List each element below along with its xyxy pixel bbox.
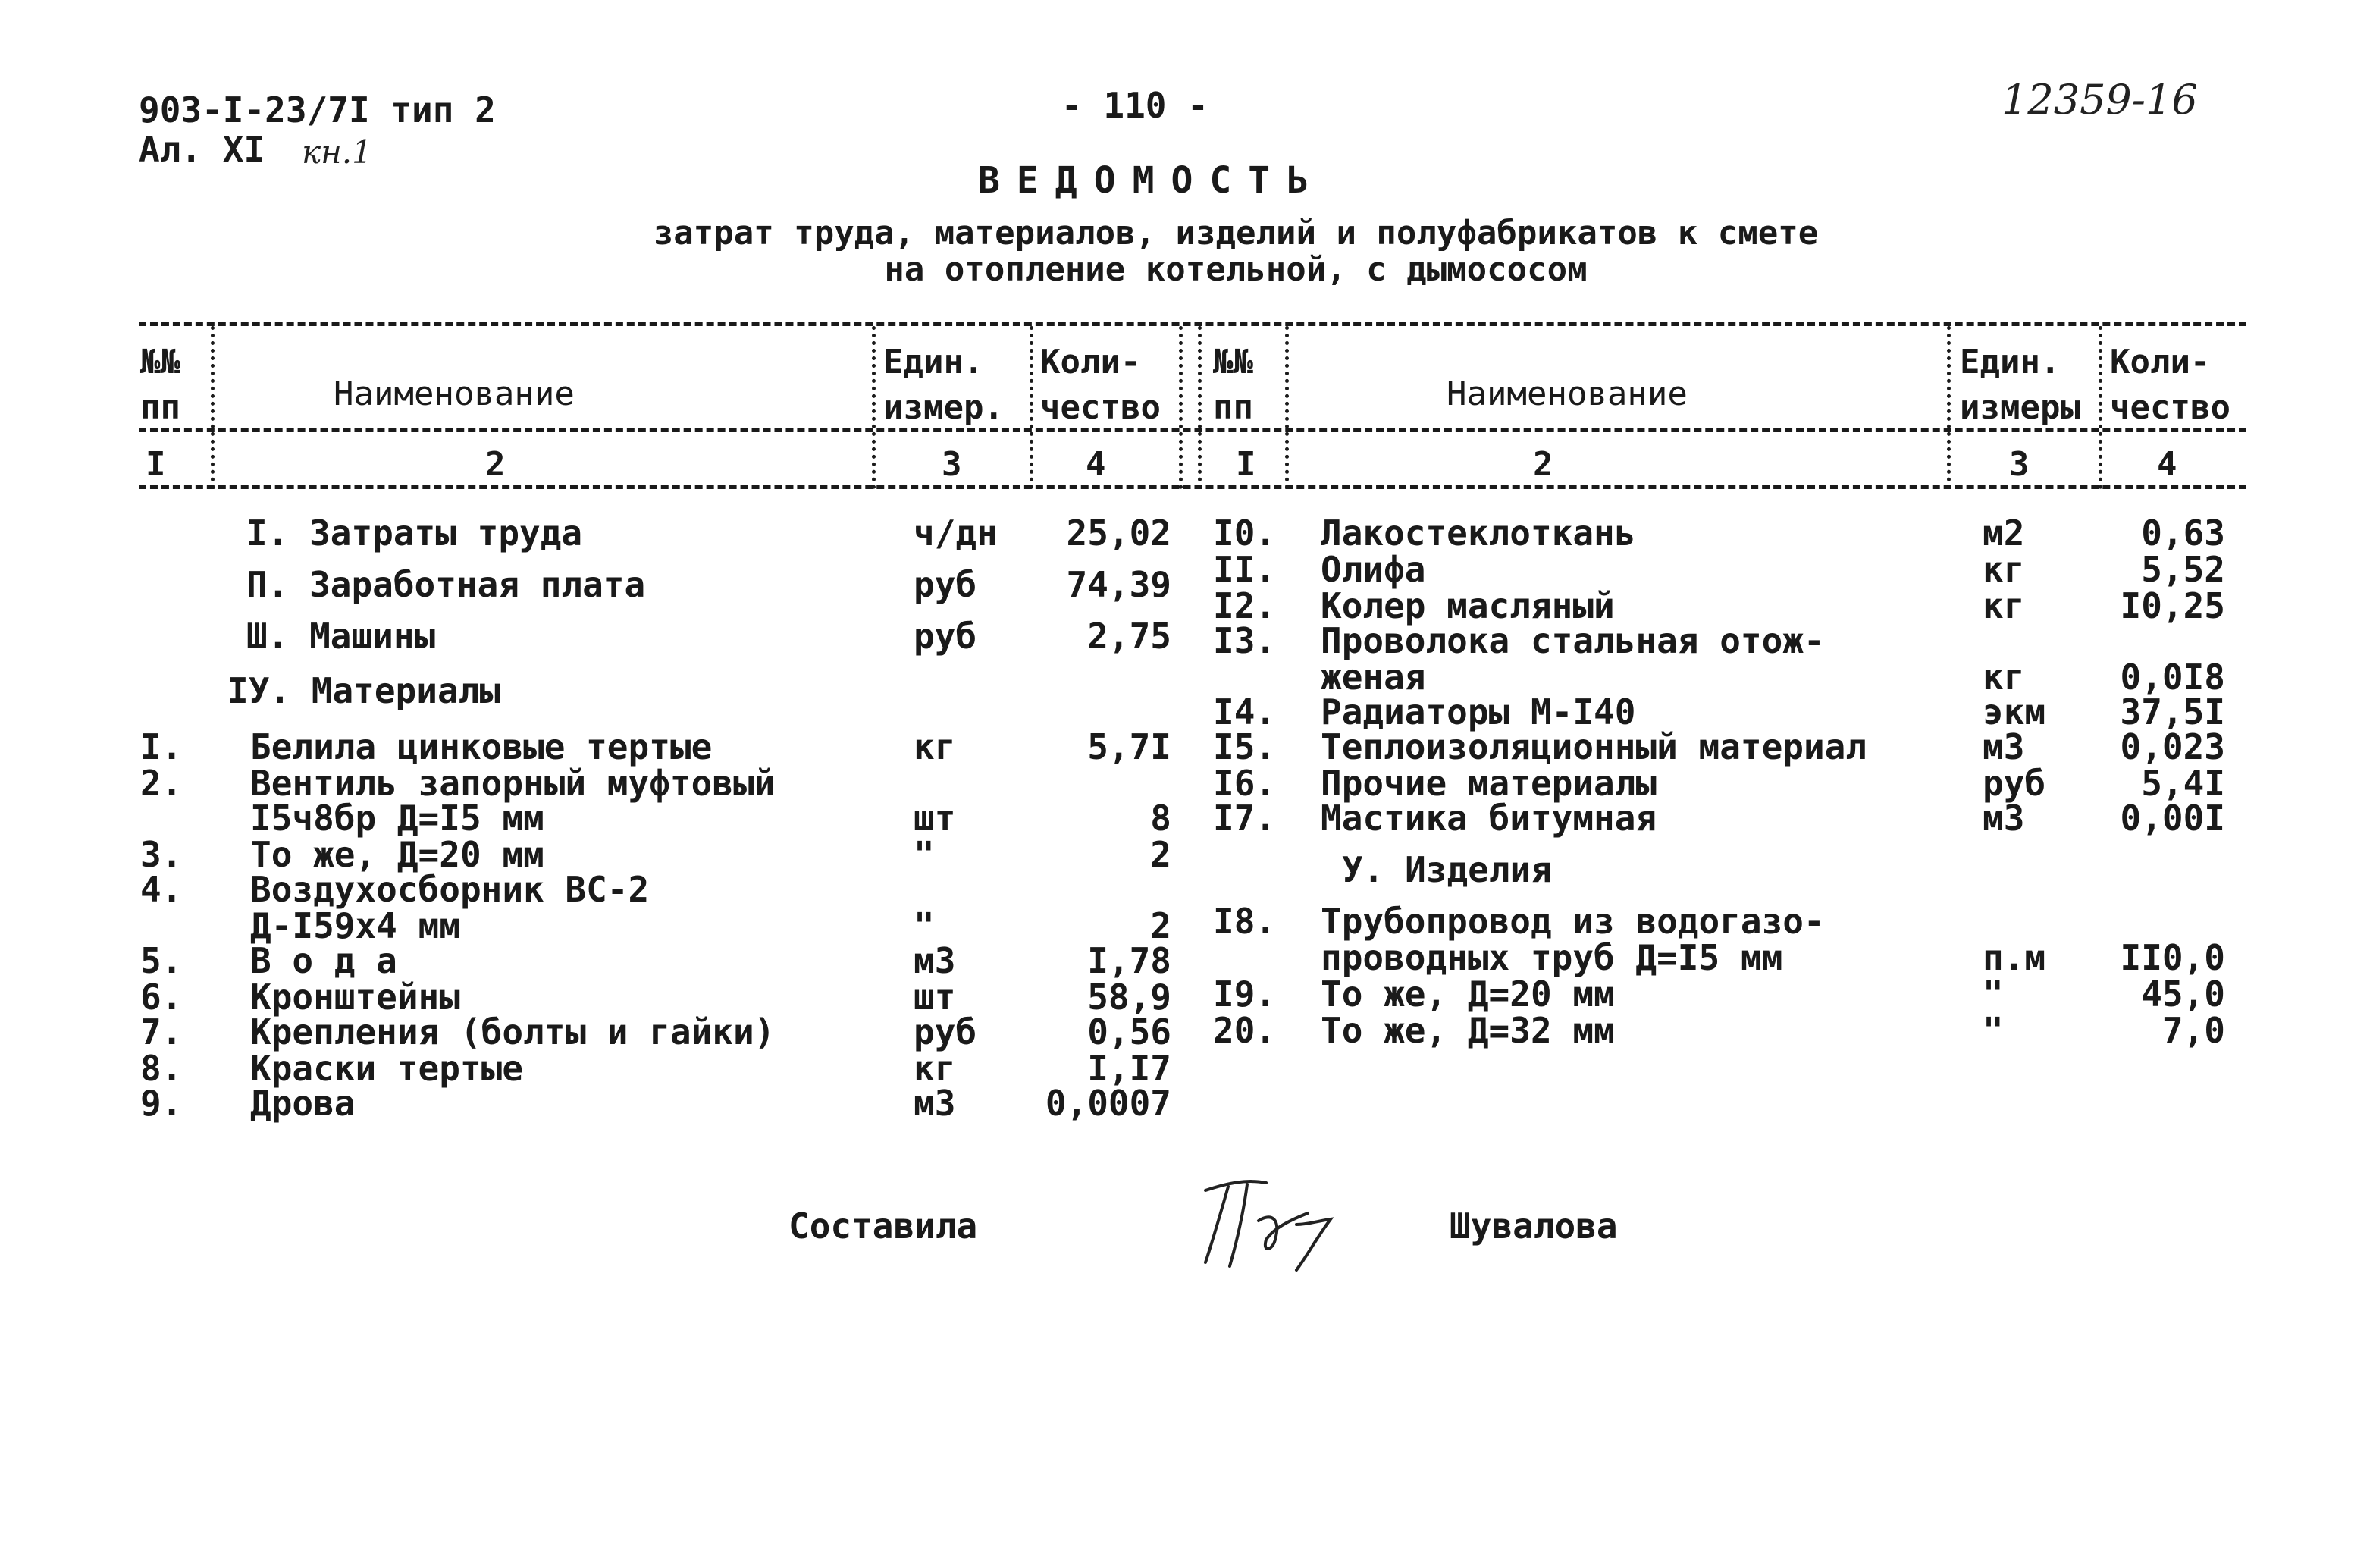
row-name: Кронштейны [250, 977, 460, 1018]
row-num: 4. [140, 869, 183, 910]
header-unit-line1: Един. [1960, 343, 2061, 381]
row-name: IУ. Материалы [227, 670, 501, 711]
header-name-left: Наименование [334, 375, 575, 413]
colnum-right-1: I [1236, 445, 1256, 484]
colnum-left-1: I [146, 445, 166, 484]
row-num: I9. [1213, 974, 1277, 1014]
row-name: Ш. Машины [246, 616, 436, 657]
row-qty: 2,75 [1087, 616, 1171, 657]
row-unit: " [914, 905, 935, 946]
row-unit: ч/дн [914, 513, 998, 554]
row-unit: кг [1983, 549, 2025, 590]
row-name: Лакостеклоткань [1321, 513, 1636, 554]
header-qty-line2: чество [1040, 388, 1161, 427]
row-num: I6. [1213, 763, 1277, 804]
row-unit: кг [1983, 585, 2025, 626]
signature [1175, 1168, 1350, 1281]
col-separator [211, 326, 215, 489]
row-name: То же, Д=20 мм [1321, 974, 1615, 1014]
row-unit: м2 [1983, 513, 2025, 554]
row-qty: 0,023 [2120, 726, 2225, 767]
row-name: I5ч8бр Д=I5 мм [250, 798, 544, 839]
row-name: В о д а [250, 940, 397, 981]
row-qty: 0,63 [2141, 513, 2225, 554]
row-unit: шт [914, 798, 956, 839]
row-qty: 45,0 [2141, 974, 2225, 1014]
header-num-line2: пп [140, 388, 180, 427]
row-name: женая [1321, 657, 1426, 698]
row-unit: м3 [1983, 798, 2025, 839]
row-name: Воздухосборник ВС-2 [250, 869, 650, 910]
colnum-left-4: 4 [1086, 445, 1106, 484]
document-title: ВЕДОМОСТЬ [978, 159, 1326, 202]
row-qty: 74,39 [1066, 564, 1171, 605]
row-qty: 0,0I8 [2120, 657, 2225, 698]
row-unit: шт [914, 977, 956, 1018]
row-qty: 0,0007 [1045, 1083, 1171, 1124]
row-unit: " [1983, 1010, 2004, 1051]
col-separator [1947, 326, 1951, 489]
row-unit: кг [914, 1048, 956, 1089]
row-num: I8. [1213, 901, 1277, 942]
row-qty: 25,02 [1066, 513, 1171, 554]
row-unit: м3 [914, 1083, 956, 1124]
row-qty: 2 [1150, 834, 1171, 875]
header-num-line1: №№ [1213, 343, 1253, 381]
row-qty: I0,25 [2120, 585, 2225, 626]
album-handwritten-note: кн.1 [302, 133, 372, 171]
header-qty-line1: Коли- [2110, 343, 2211, 381]
colnum-right-2: 2 [1533, 445, 1553, 484]
header-num-line1: №№ [140, 343, 180, 381]
header-qty-line1: Коли- [1040, 343, 1141, 381]
row-qty: II0,0 [2120, 937, 2225, 978]
row-name: Радиаторы М-I40 [1321, 691, 1636, 732]
row-unit: м3 [1983, 726, 2025, 767]
header-unit-line2: измеры [1960, 388, 2080, 427]
col-separator [872, 326, 876, 489]
row-unit: экм [1983, 691, 2046, 732]
row-name: Дрова [250, 1083, 356, 1124]
col-separator [1198, 326, 1202, 489]
col-separator [2099, 326, 2102, 489]
header-name-right: Наименование [1447, 375, 1688, 413]
row-num: I2. [1213, 585, 1277, 626]
row-num: 7. [140, 1011, 183, 1052]
row-name: Вентиль запорный муфтовый [250, 763, 776, 804]
row-num: I0. [1213, 513, 1277, 554]
row-name: Прочие материалы [1321, 763, 1657, 804]
row-num: 8. [140, 1048, 183, 1089]
row-num: I3. [1213, 620, 1277, 661]
header-qty-line2: чество [2110, 388, 2230, 427]
row-qty: 37,5I [2120, 691, 2225, 732]
row-name: То же, Д=32 мм [1321, 1010, 1615, 1051]
row-qty: I,I7 [1087, 1048, 1171, 1089]
row-num: 2. [140, 763, 183, 804]
row-unit: " [914, 834, 935, 875]
row-name: Краски тертые [250, 1048, 524, 1089]
colnum-right-4: 4 [2157, 445, 2177, 484]
table-header-rule [139, 428, 2246, 432]
row-name: Трубопровод из водогазо- [1321, 901, 1825, 942]
row-unit: м3 [914, 940, 956, 981]
row-unit: руб [914, 616, 977, 657]
row-unit: кг [914, 726, 956, 767]
row-qty: 7,0 [2161, 1010, 2225, 1051]
row-name: Крепления (болты и гайки) [250, 1011, 776, 1052]
row-name: У. Изделия [1342, 849, 1552, 890]
header-num-line2: пп [1213, 388, 1253, 427]
row-name: I. Затраты труда [246, 513, 583, 554]
row-num: 20. [1213, 1010, 1277, 1051]
row-num: 9. [140, 1083, 183, 1124]
row-unit: п.м [1983, 937, 2046, 978]
row-qty: 2 [1150, 905, 1171, 946]
row-num: I4. [1213, 691, 1277, 732]
document-code: 903-I-23/7I тип 2 [139, 89, 496, 130]
row-name: Проволока стальная отож- [1321, 620, 1825, 661]
row-qty: 0,56 [1087, 1011, 1171, 1052]
row-unit: руб [1983, 763, 2046, 804]
row-qty: 5,7I [1087, 726, 1171, 767]
row-qty: 0,00I [2120, 798, 2225, 839]
row-qty: I,78 [1087, 940, 1171, 981]
row-num: II. [1213, 549, 1277, 590]
colnum-right-3: 3 [2009, 445, 2030, 484]
header-qty-right [2110, 340, 2230, 431]
row-name: Олифа [1321, 549, 1426, 590]
row-qty: 8 [1150, 798, 1171, 839]
row-num: 5. [140, 940, 183, 981]
row-name: Белила цинковые тертые [250, 726, 713, 767]
row-name: проводных труб Д=I5 мм [1321, 937, 1783, 978]
compiler-name: Шувалова [1450, 1206, 1618, 1247]
row-qty: 5,4I [2141, 763, 2225, 804]
header-qty-left [1040, 340, 1161, 431]
row-num: I. [140, 726, 183, 767]
header-unit-line1: Един. [883, 343, 984, 381]
compiled-by-label: Составила [788, 1206, 978, 1247]
row-name: Мастика битумная [1321, 798, 1657, 839]
row-qty: 58,9 [1087, 977, 1171, 1018]
header-unit-line2: измер. [883, 388, 1004, 427]
row-num: 3. [140, 834, 183, 875]
col-separator [1285, 326, 1289, 489]
header-num-left [140, 340, 180, 431]
document-subtitle-line1: затрат труда, материалов, изделий и полуфабрикатов к смете [653, 214, 1819, 252]
col-separator [1030, 326, 1033, 489]
row-name: П. Заработная плата [246, 564, 646, 605]
header-unit-left [883, 340, 1004, 431]
document-subtitle-line2: на отопление котельной, с дымососом [884, 250, 1588, 289]
row-qty: 5,52 [2141, 549, 2225, 590]
col-separator [1179, 326, 1183, 489]
row-num: I5. [1213, 726, 1277, 767]
row-unit: руб [914, 1011, 977, 1052]
row-num: 6. [140, 977, 183, 1018]
row-name: Теплоизоляционный материал [1321, 726, 1867, 767]
row-name: Д-I59х4 мм [250, 905, 460, 946]
row-name: То же, Д=20 мм [250, 834, 544, 875]
table-top-rule [139, 322, 2246, 326]
row-num: I7. [1213, 798, 1277, 839]
colnum-left-2: 2 [485, 445, 506, 484]
album-label: Ал. XI [139, 129, 265, 170]
header-num-right [1213, 340, 1253, 431]
page-number: - 110 - [1061, 85, 1208, 126]
table-colnum-rule [139, 485, 2246, 489]
colnum-left-3: 3 [942, 445, 962, 484]
row-unit: " [1983, 974, 2004, 1014]
header-unit-right [1960, 340, 2080, 431]
row-unit: руб [914, 564, 977, 605]
row-unit: кг [1983, 657, 2025, 698]
row-name: Колер масляный [1321, 585, 1615, 626]
archive-number: 12359-16 [2002, 76, 2198, 124]
